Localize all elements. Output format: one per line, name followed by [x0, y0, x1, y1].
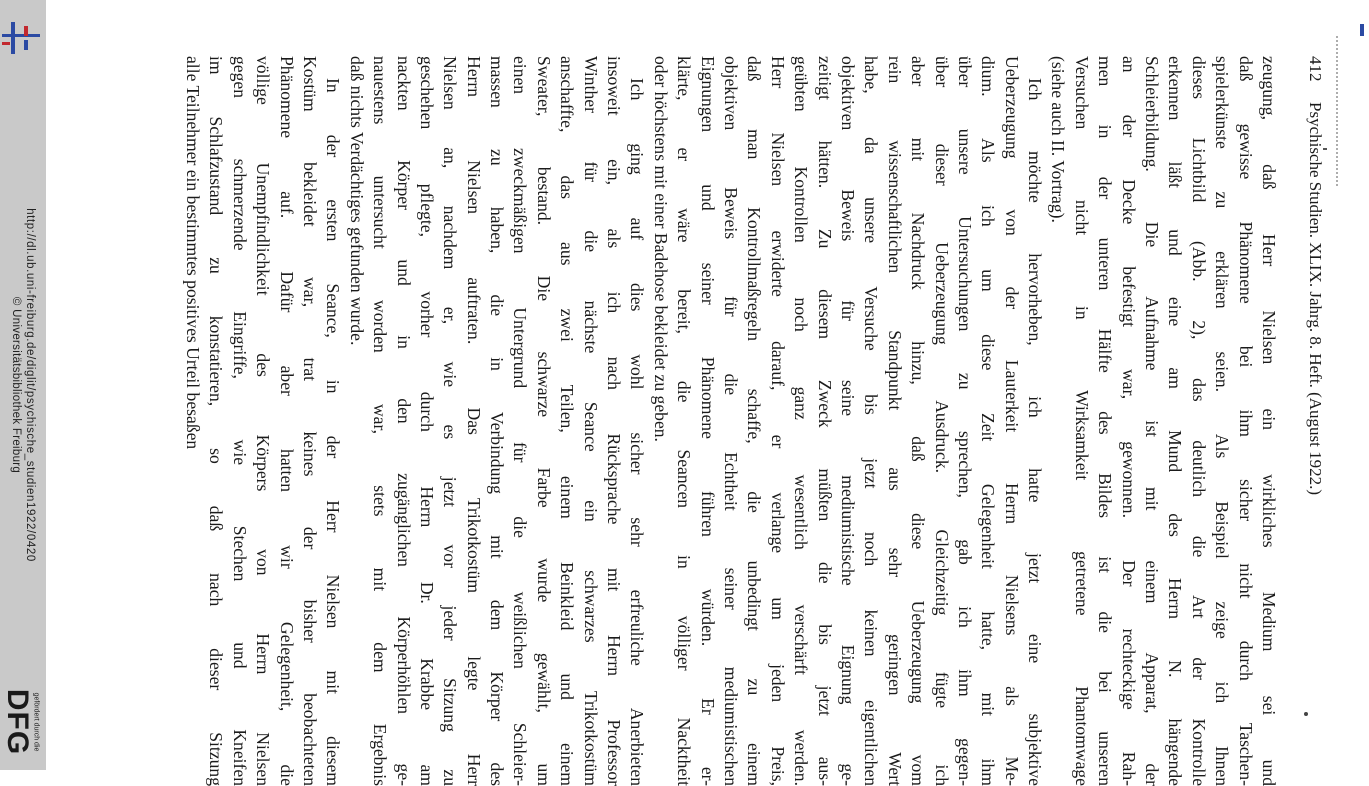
text-line: daß nichts Verdächtiges gefunden wurde.	[346, 56, 367, 346]
sidebar-citation	[9, 208, 37, 562]
text-line: Herr Nielsen erwiderte darauf, er verlange um jeden Preis,	[767, 56, 788, 786]
text-line: an der Decke befestigt war, gewonnen. Der rechteckige Rah-	[1118, 56, 1139, 786]
text-line: massen zu haben, die in Verbindung mit dem Körper des	[487, 56, 508, 786]
text-line: völlige Unempfindlichkeit des Körpers von Herrn Nielsen	[253, 56, 274, 786]
text-line: dium. Als ich um diese Zeit Gelegenheit hatte, mit ihm	[978, 56, 999, 786]
text-line: Winther für die nächste Seance ein schwarzes Trikotkostüm	[580, 56, 601, 786]
text-line: im Schlafzustand zu konstatieren, so daß nach dieser Sitzung	[206, 56, 227, 786]
running-head: Psychische Studien. XLIX. Jahrg. 8. Heft. (August 1922.)	[1306, 102, 1325, 496]
text-line: alle Teilnehmer ein bestimmtes positives Urteil besaßen	[183, 56, 204, 450]
text-line: rein wissenschaftlichen Standpunkt aus sehr geringen Wert	[884, 56, 905, 786]
sidebar-strip	[0, 0, 46, 770]
text-line: aber mit Nachdruck hinzu, daß diese Ueberzeugung vom	[908, 56, 929, 786]
text-line: über unsere Untersuchungen zu sprechen, gab ich ihm gegen-	[954, 56, 975, 786]
text-line: über dieser Ueberzeugung Ausdruck. Gleichzeitig fügte ich	[931, 56, 952, 786]
text-line: Herrn Nielsen auftraten. Das Trikotkostüm legte Herr	[463, 56, 484, 786]
dfg-logo	[0, 676, 46, 770]
text-line: (siehe auch II. Vortrag).	[1048, 56, 1069, 223]
text-line: zeitigt hätten. Zu diesem Zweck müßten die bis jetzt aus-	[814, 56, 835, 786]
text-line: erkennen läßt und eine am Mund des Herrn N. hängende	[1165, 56, 1186, 786]
text-line: In der ersten Seance, in der Herr Nielsen mit diesem	[323, 78, 344, 786]
text-line: geübten Kontrollen noch ganz wesentlich verschärft werden.	[791, 56, 812, 786]
text-line: oder höchstens mit einer Badehose bekleidet zu geben.	[650, 56, 671, 442]
corner-marker	[1360, 24, 1364, 36]
previous-page-edge	[1336, 36, 1340, 186]
text-line: Eignungen und seiner Phänomene führen würden. Er er-	[697, 56, 718, 786]
text-line: habe, da unsere Versuche bis jetzt noch keinen eigentlichen	[861, 56, 882, 786]
text-line: spielerkünste zu erklären seien. Als Beispiel zeige ich Ihnen	[1212, 56, 1233, 786]
text-line: einen zweckmäßigen Untergrund für die weißlichen Schleier-	[510, 56, 531, 786]
source-url[interactable]: http://dl.ub.uni-freiburg.de/diglit/psychische_studien1922/0420	[24, 208, 36, 562]
text-line: klärte, er wäre bereit, die Seancen in völliger Nacktheit	[674, 56, 695, 786]
text-line: daß man Kontrollmaßregeln schaffe, die unbedingt zu einem	[744, 56, 765, 786]
text-line: nauestens untersucht worden war, stets mit dem Ergebnis	[370, 56, 391, 786]
text-line: Ich möchte hervorheben, ich hatte jetzt eine subjektive	[1025, 78, 1046, 786]
page-number: 412	[1306, 56, 1325, 82]
ub-freiburg-logo-icon	[2, 18, 40, 58]
copyright-notice: © Universitätsbibliothek Freiburg	[10, 296, 22, 474]
dfg-logo-text: DFG	[1, 688, 34, 756]
text-line: Phänomene auf. Dafür aber hatten wir Gelegenheit, die	[276, 56, 297, 786]
text-line: objektiven Beweis für seine mediumistische Eignung ge-	[837, 56, 858, 786]
text-line: gegen schmerzende Eingriffe, wie Stechen und Kneifen	[229, 56, 250, 786]
text-line: geschehen pflegte, vorher durch Herrn Dr. Krabbe am	[416, 56, 437, 786]
text-line: zeugung, daß Herr Nielsen ein wirkliches Medium sei und	[1259, 56, 1279, 786]
text-line: Kostüm bekleidet war, trat keines der bisher beobachteten	[299, 56, 320, 786]
text-line: men in der unteren Hälfte des Bildes ist die bei unseren	[1095, 56, 1116, 786]
page-header	[1305, 56, 1325, 786]
text-line: Ueberzeugung von der Lauterkeit Herrn Nielsens als Me-	[1001, 56, 1022, 786]
text-line: dieses Lichtbild (Abb. 2), das deutlich die Art der Kontrolle	[1188, 56, 1209, 786]
text-line: daß gewisse Phänomene bei ihm sicher nicht durch Taschen-	[1235, 56, 1256, 786]
text-line: objektiven Beweis für die Echtheit seiner mediumistischen	[721, 56, 742, 786]
dfg-funding-text: gefördert durch die	[32, 692, 40, 752]
text-line: Sweater, bestand. Die schwarze Farbe wurde gewählt, um	[533, 56, 554, 786]
scanned-page	[181, 56, 1325, 786]
text-line: anschaffte, das aus zwei Teilen, einem Beinkleid und einem	[557, 56, 578, 786]
text-line: Nielsen an, nachdem er, wie es jetzt vor jeder Sitzung zu	[440, 56, 461, 786]
text-line: nackten Körper und in den zugänglichen Körperhöhlen ge-	[393, 56, 414, 786]
text-line: Ich ging auf dies wohl sicher sehr erfreuliche Anerbieten	[627, 78, 648, 786]
text-line: Schleierbildung. Die Aufnahme ist mit einem Apparat, der	[1142, 56, 1163, 786]
text-line: Versuchen nicht in Wirksamkeit getretene Phantomwage	[1071, 56, 1092, 786]
text-line: insoweit ein, als ich nach Rücksprache mit Herrn Professor	[604, 56, 625, 786]
page-body	[181, 56, 1280, 786]
